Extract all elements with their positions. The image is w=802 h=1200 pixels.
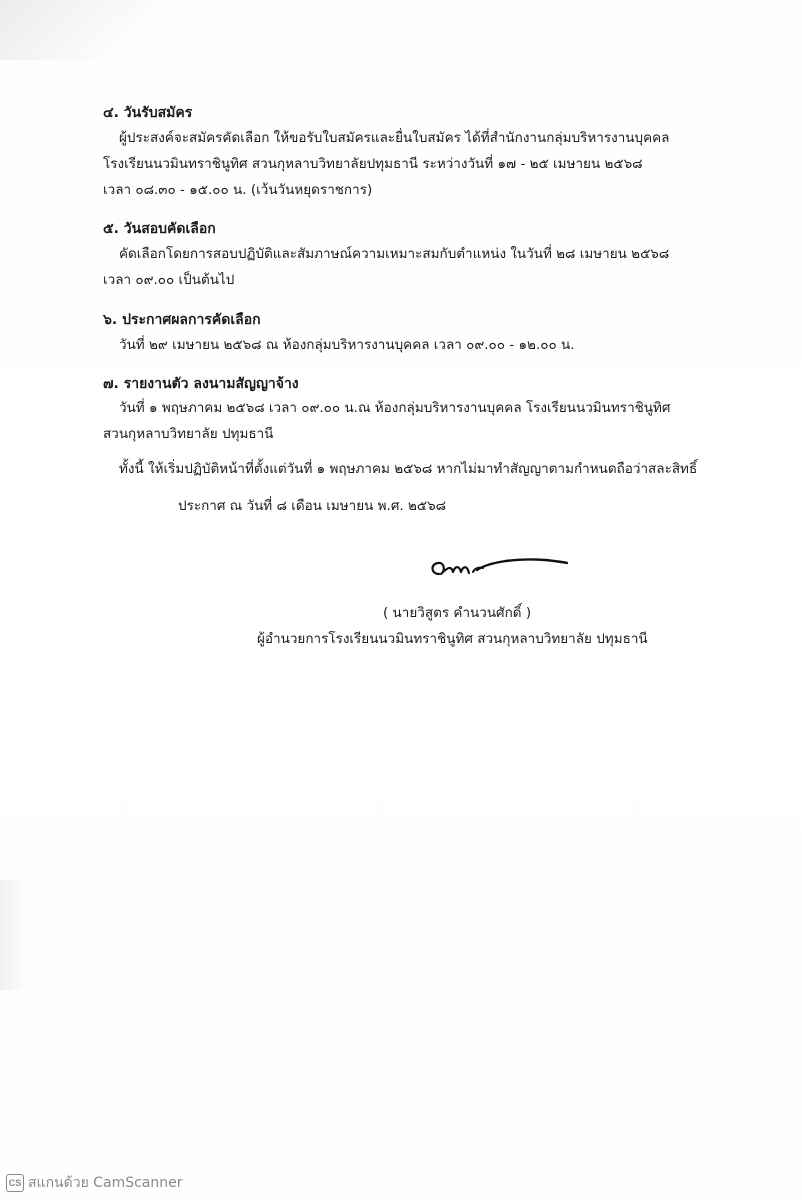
section-4-line-3: เวลา ๐๘.๓๐ - ๑๕.๐๐ น. (เว้นวันหยุดราชการ) (103, 182, 373, 198)
camscanner-watermark (6, 1172, 183, 1194)
section-4-line-2: โรงเรียนนวมินทราชินูทิศ สวนกุหลาบวิทยาลัยปทุมธานี ระหว่างวันที่ ๑๗ - ๒๕ เมษายน ๒๕๖๘ (103, 156, 643, 172)
section-5-line-2: เวลา ๐๙.๐๐ เป็นต้นไป (103, 272, 235, 288)
section-5-line-1: คัดเลือกโดยการสอบปฏิบัติและสัมภาษณ์ความเหมาะสมกับตำแหน่ง ในวันที่ ๒๘ เมษายน ๒๕๖๘ (119, 246, 670, 262)
handwritten-signature (425, 548, 575, 584)
section-6-heading: ๖. ประกาศผลการคัดเลือก (103, 312, 261, 328)
closing-statement: ทั้งนี้ ให้เริ่มปฏิบัติหน้าที่ตั้งแต่วันที่ ๑ พฤษภาคม ๒๕๖๘ หากไม่มาทำสัญญาตามกำหนดถือว่าสละสิทธิ์ (119, 461, 698, 477)
section-7-line-1: วันที่ ๑ พฤษภาคม ๒๕๖๘ เวลา ๐๙.๐๐ น.ณ ห้องกลุ่มบริหารงานบุคคล โรงเรียนนวมินทราชินูทิศ (119, 400, 671, 416)
scan-shadow (0, 0, 190, 60)
camscanner-text: สแกนด้วย CamScanner (28, 1175, 183, 1191)
camscanner-logo-icon: CS (6, 1174, 24, 1192)
section-6-line-1: วันที่ ๒๙ เมษายน ๒๕๖๘ ณ ห้องกลุ่มบริหารงานบุคคล เวลา ๐๙.๐๐ - ๑๒.๐๐ น. (119, 337, 575, 353)
scan-edge-shadow (0, 880, 28, 990)
section-5-heading: ๕. วันสอบคัดเลือก (103, 221, 216, 237)
section-7-line-2: สวนกุหลาบวิทยาลัย ปทุมธานี (103, 426, 274, 442)
section-7-heading: ๗. รายงานตัว ลงนามสัญญาจ้าง (103, 376, 299, 392)
signer-title: ผู้อำนวยการโรงเรียนนวมินทราชินูทิศ สวนกุหลาบวิทยาลัย ปทุมธานี (257, 631, 648, 647)
section-4-heading: ๔. วันรับสมัคร (103, 105, 193, 121)
signer-name: ( นายวิสูตร คำนวนศักดิ์ ) (383, 605, 532, 621)
announcement-date: ประกาศ ณ วันที่ ๘ เดือน เมษายน พ.ศ. ๒๕๖๘ (178, 498, 447, 514)
section-4-line-1: ผู้ประสงค์จะสมัครคัดเลือก ให้ขอรับใบสมัครและยื่นใบสมัคร ได้ที่สำนักงานกลุ่มบริหารงานบุคคล (119, 130, 670, 146)
